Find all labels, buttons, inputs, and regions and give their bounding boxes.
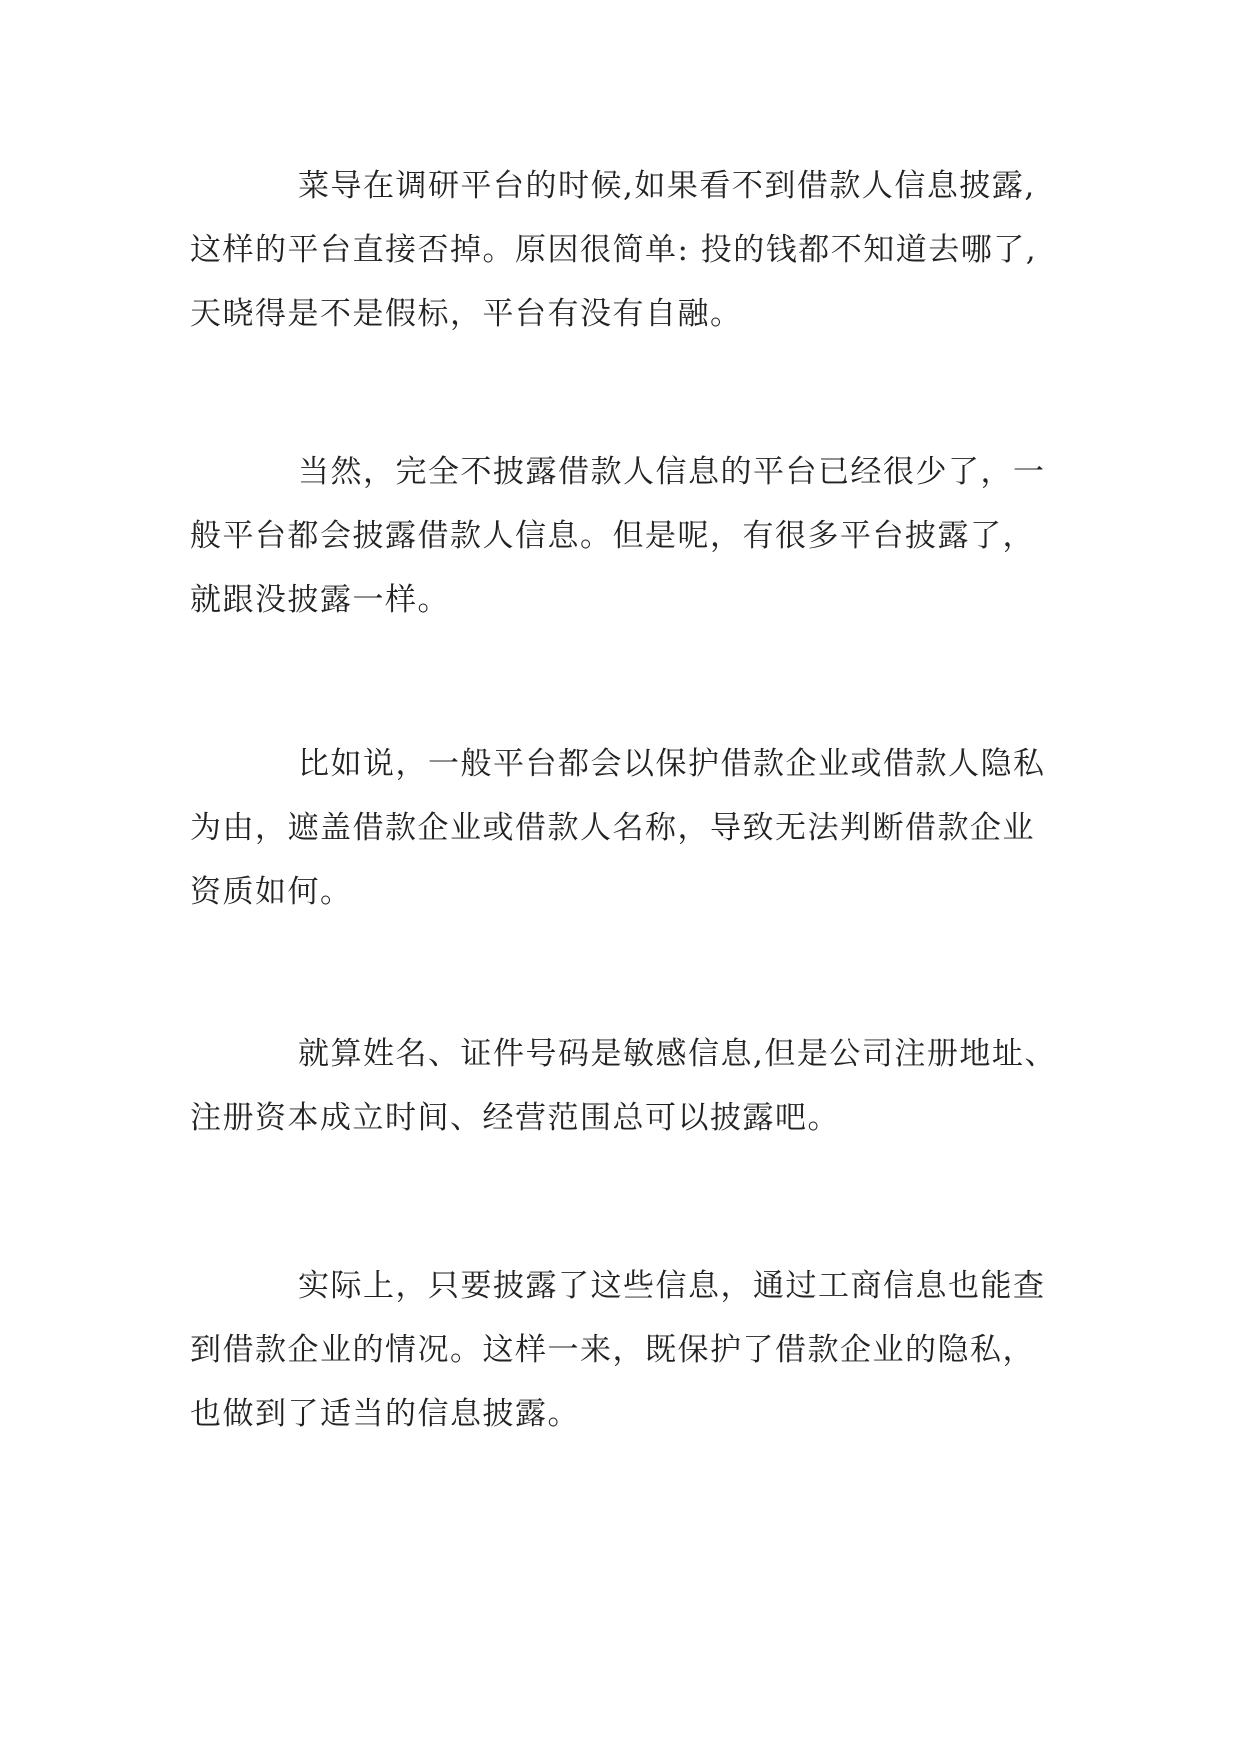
paragraph-line: 也做到了适当的信息披露。 [190,1396,580,1432]
paragraph-line: 注册资本成立时间、经营范围总可以披露吧。 [190,1100,840,1136]
paragraph [190,1254,1090,1446]
paragraph [190,732,1090,924]
paragraph-line: 就跟没披露一样。 [190,582,450,618]
paragraph-line: 资质如何。 [190,874,353,910]
paragraph-line: 比如说，一般平台都会以保护借款企业或借款人隐私 [298,746,1046,782]
paragraph-line: 为由，遮盖借款企业或借款人名称，导致无法判断借款企业 [190,810,1035,846]
paragraph-line: 这样的平台直接否掉。原因很简单: 投的钱都不知道去哪了, [190,232,1038,268]
paragraph-line: 菜导在调研平台的时候,如果看不到借款人信息披露, [298,168,1036,204]
paragraph-line: 般平台都会披露借款人信息。但是呢，有很多平台披露了， [190,518,1035,554]
paragraph-line: 到借款企业的情况。这样一来，既保护了借款企业的隐私， [190,1332,1035,1368]
paragraph-line: 天晓得是不是假标，平台有没有自融。 [190,296,743,332]
paragraph [190,440,1090,632]
paragraph-line: 就算姓名、证件号码是敏感信息,但是公司注册地址、 [298,1036,1057,1072]
paragraph [190,1022,1090,1150]
paragraph-line: 实际上，只要披露了这些信息，通过工商信息也能查 [298,1268,1046,1304]
paragraph [190,154,1090,346]
paragraph-line: 当然，完全不披露借款人信息的平台已经很少了，一 [298,454,1046,490]
